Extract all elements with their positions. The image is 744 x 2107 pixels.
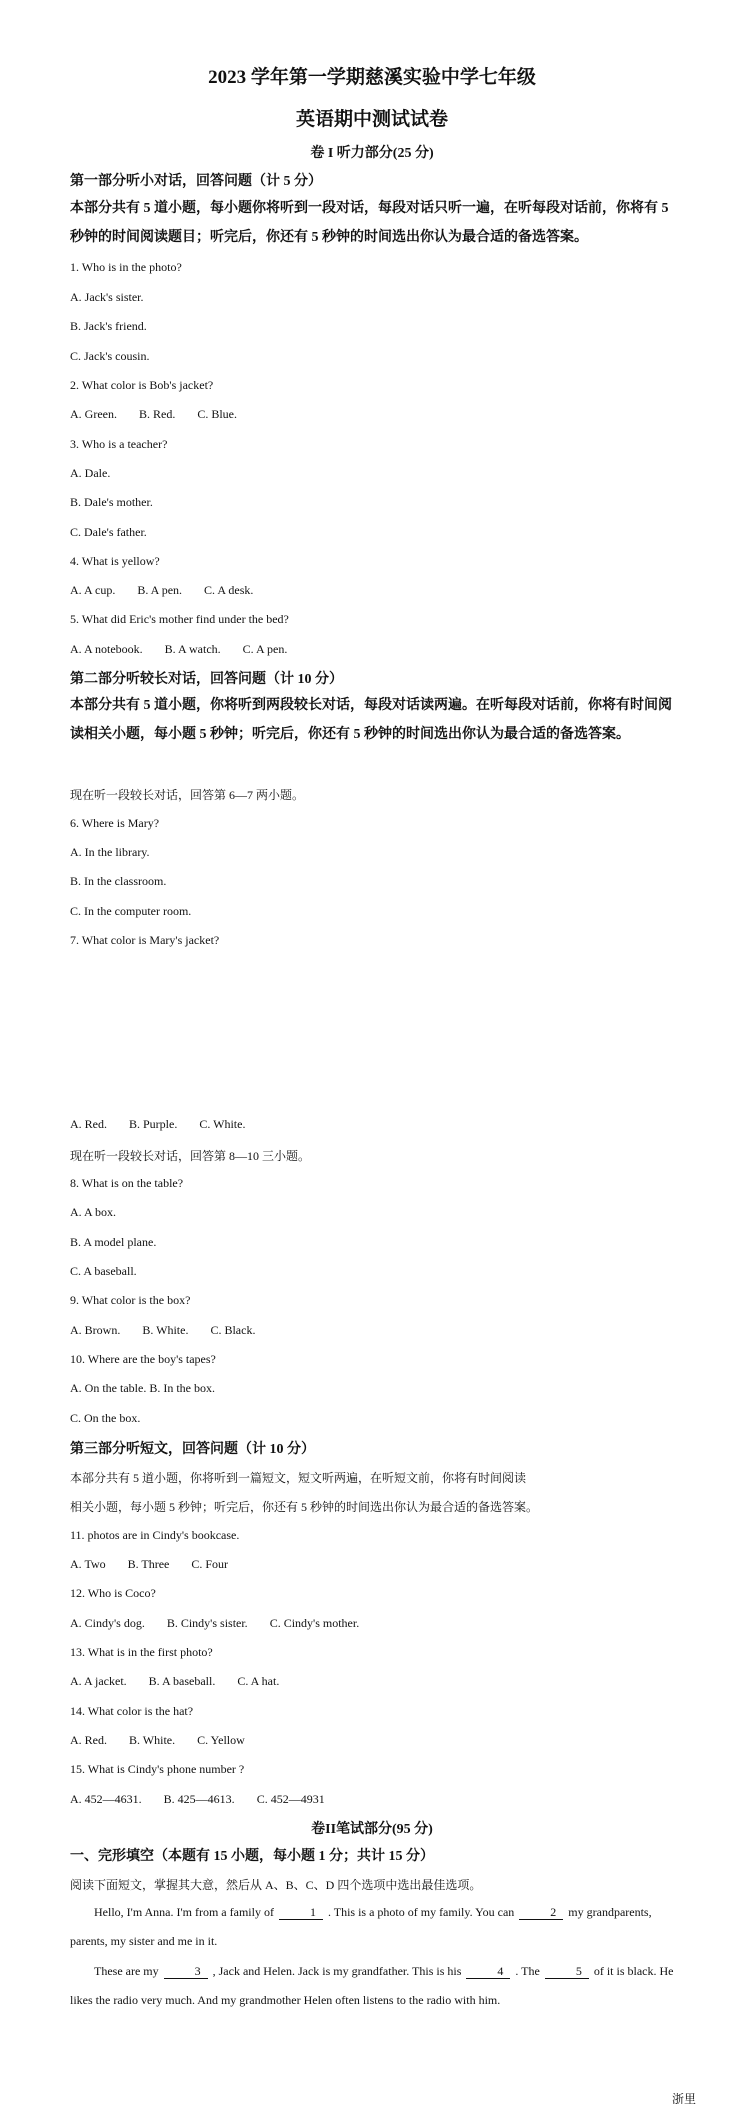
option: B. White.	[129, 1733, 176, 1747]
option-line: C. A baseball.	[70, 1264, 137, 1278]
option: B. Purple.	[129, 1117, 178, 1131]
cloze-blank-2: 2	[519, 1906, 563, 1920]
option: A. A notebook.	[70, 642, 143, 656]
options-row	[70, 407, 259, 422]
cloze-text: . The	[515, 1964, 540, 1978]
option: C. A hat.	[237, 1674, 280, 1688]
options-row	[70, 1674, 301, 1689]
option: B. A watch.	[164, 642, 221, 656]
option-line: C. Dale's father.	[70, 525, 147, 539]
cloze-heading: 一、完形填空（本题有 15 小题，每小题 1 分；共计 15 分）	[70, 1849, 434, 1864]
question-11: 11. photos are in Cindy's bookcase.	[70, 1528, 240, 1542]
cloze-text: of it is black. He likes the radio very much. And my grandmother Helen often listens to the radio with him.	[70, 1964, 674, 2007]
option: A. A cup.	[70, 583, 116, 597]
option-line: B. A model plane.	[70, 1235, 157, 1249]
cloze-text: my grandparents, parents, my sister and me in it.	[70, 1905, 652, 1948]
question-4: 4. What is yellow?	[70, 554, 160, 568]
option: C. A desk.	[204, 583, 254, 597]
cloze-text: , Jack and Helen. Jack is my grandfather. This is his	[212, 1964, 462, 1978]
question-1: 1. Who is in the photo?	[70, 260, 182, 274]
option-line: A. Jack's sister.	[70, 290, 144, 304]
cloze-paragraph-2	[70, 1957, 674, 2015]
options-row	[70, 1733, 267, 1748]
option: A. Red.	[70, 1733, 107, 1747]
option-line: B. Dale's mother.	[70, 495, 153, 509]
options-row	[70, 1557, 250, 1572]
option: C. Blue.	[197, 407, 237, 421]
question-13: 13. What is in the first photo?	[70, 1645, 213, 1659]
part3-intro-line2: 相关小题，每小题 5 秒钟；听完后，你还有 5 秒钟的时间选出你认为最合适的备选答案。	[70, 1500, 539, 1514]
option: B. 425—4613.	[163, 1792, 235, 1806]
question-2: 2. What color is Bob's jacket?	[70, 378, 214, 392]
question-12: 12. Who is Coco?	[70, 1586, 156, 1600]
question-10: 10. Where are the boy's tapes?	[70, 1352, 216, 1366]
part3-intro-line1: 本部分共有 5 道小题，你将听到一篇短文，短文听两遍，在听短文前，你将有时间阅读	[70, 1471, 527, 1485]
option: A. Cindy's dog.	[70, 1616, 145, 1630]
question-7: 7. What color is Mary's jacket?	[70, 933, 220, 947]
option-line: C. Jack's cousin.	[70, 349, 150, 363]
options-row	[70, 1616, 381, 1631]
options-row	[70, 583, 275, 598]
exam-title-line1: 2023 学年第一学期慈溪实验中学七年级	[208, 67, 536, 88]
cloze-blank-3: 3	[164, 1965, 208, 1979]
option: A. Two	[70, 1557, 106, 1571]
option: A. Brown.	[70, 1323, 121, 1337]
option-line: A. In the library.	[70, 845, 150, 859]
option: A. Green.	[70, 407, 117, 421]
section1-title: 卷 I 听力部分(25 分)	[310, 146, 434, 161]
option: B. Red.	[138, 407, 176, 421]
part1-intro: 本部分共有 5 道小题，每小题你将听到一段对话，每段对话只听一遍，在听每段对话前，你将有 5 秒钟的时间阅读题目；听完后，你还有 5 秒钟的时间选出你认为最合适的备选答案。	[70, 201, 669, 245]
section2-title: 卷II笔试部分(95 分)	[311, 1822, 433, 1837]
option: C. Black.	[210, 1323, 256, 1337]
part2-heading: 第二部分听较长对话，回答问题（计 10 分）	[70, 672, 343, 687]
question-5: 5. What did Eric's mother find under the bed?	[70, 612, 289, 626]
option: B. A pen.	[137, 583, 183, 597]
part2-intro: 本部分共有 5 道小题，你将听到两段较长对话，每段对话读两遍。在听每段对话前，你将有时间阅读相关小题，每小题 5 秒钟；听完后，你还有 5 秒钟的时间选出你认为最合适的备选答案。	[70, 698, 672, 742]
question-6: 6. Where is Mary?	[70, 816, 160, 830]
cloze-blank-1: 1	[279, 1906, 323, 1920]
cloze-blank-4: 4	[466, 1965, 510, 1979]
options-row	[70, 1792, 347, 1807]
question-8: 8. What is on the table?	[70, 1176, 184, 1190]
option: B. Three	[127, 1557, 170, 1571]
option: C. Four	[191, 1557, 229, 1571]
cloze-text: . This is a photo of my family. You can	[327, 1905, 515, 1919]
option: B. White.	[142, 1323, 189, 1337]
option: C. Yellow	[197, 1733, 245, 1747]
options-row	[70, 1323, 277, 1338]
option-line: C. In the computer room.	[70, 904, 192, 918]
exam-title-line2: 英语期中测试试卷	[295, 109, 448, 130]
question-3: 3. Who is a teacher?	[70, 437, 168, 451]
cloze-text: Hello, I'm Anna. I'm from a family of	[94, 1905, 274, 1919]
options-row	[70, 642, 309, 657]
option-line: B. In the classroom.	[70, 874, 167, 888]
cloze-blank-5: 5	[545, 1965, 589, 1979]
option: B. Cindy's sister.	[166, 1616, 248, 1630]
option: C. Cindy's mother.	[269, 1616, 360, 1630]
question-14: 14. What color is the hat?	[70, 1704, 194, 1718]
option-line: A. Dale.	[70, 466, 111, 480]
option: C. White.	[199, 1117, 246, 1131]
part3-heading: 第三部分听短文，回答问题（计 10 分）	[70, 1442, 315, 1457]
question-15: 15. What is Cindy's phone number ?	[70, 1762, 245, 1776]
option: C. A pen.	[242, 642, 288, 656]
option-line: A. A box.	[70, 1205, 117, 1219]
option-line: A. On the table. B. In the box.	[70, 1381, 215, 1395]
cloze-text: These are my	[94, 1964, 159, 1978]
option: A. A jacket.	[70, 1674, 127, 1688]
part1-heading: 第一部分听小对话，回答问题（计 5 分）	[70, 174, 322, 189]
footer-text: 浙里	[671, 2092, 696, 2106]
option: A. Red.	[70, 1117, 107, 1131]
option: B. A baseball.	[148, 1674, 216, 1688]
option: A. 452—4631.	[70, 1792, 142, 1806]
option: C. 452—4931	[256, 1792, 325, 1806]
option-line: C. On the box.	[70, 1411, 141, 1425]
options-row	[70, 1117, 267, 1132]
question-9: 9. What color is the box?	[70, 1293, 191, 1307]
listening-note: 现在听一段较长对话，回答第 6—7 两小题。	[70, 788, 305, 802]
cloze-instruction: 阅读下面短文，掌握其大意，然后从 A、B、C、D 四个选项中选出最佳选项。	[70, 1878, 482, 1892]
option-line: B. Jack's friend.	[70, 319, 147, 333]
cloze-paragraph-1	[70, 1898, 674, 1956]
listening-note: 现在听一段较长对话，回答第 8—10 三小题。	[70, 1149, 311, 1163]
